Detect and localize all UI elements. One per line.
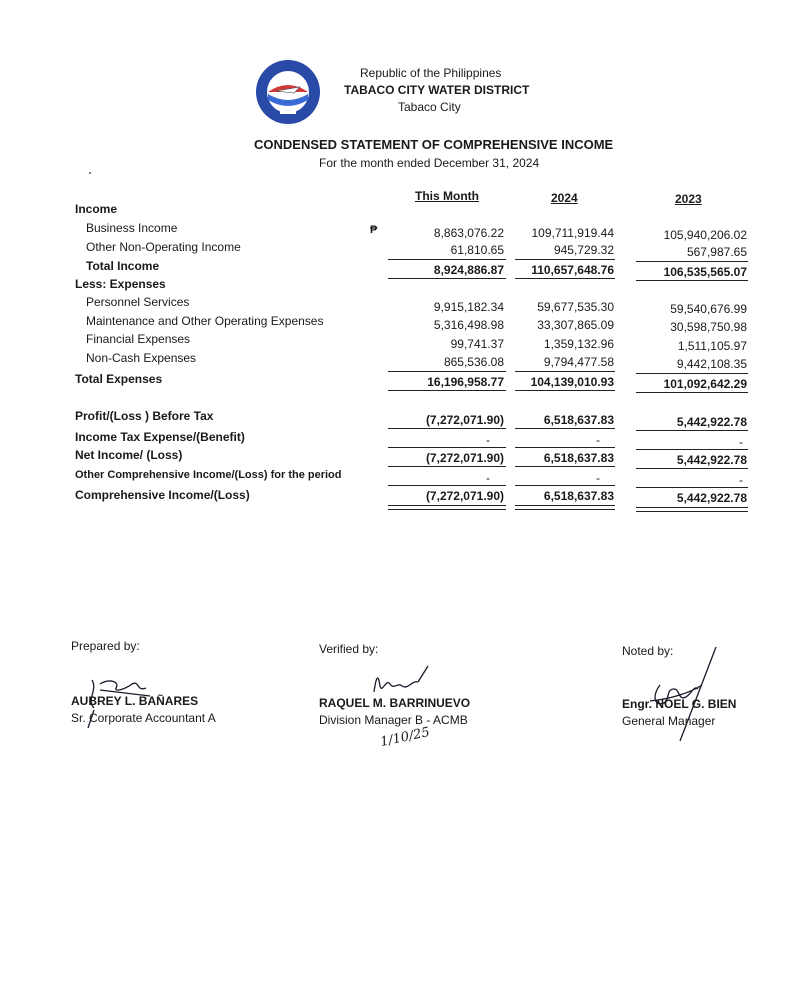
prepared-by-caption: Prepared by: [71, 639, 140, 653]
less-expenses-heading: Less: Expenses [75, 277, 166, 291]
net-income-this-month: (7,272,071.90) [425, 451, 504, 465]
rule-below-total-expenses-c1 [388, 390, 506, 391]
rule-below-net-income-c1 [388, 466, 506, 467]
other-income-2024: 945,729.32 [553, 243, 614, 257]
double-rule-comprehensive-c3 [636, 507, 748, 512]
income-tax-this-month: - [486, 433, 490, 447]
verified-date-note: 1/10/25 [378, 724, 432, 751]
financial-label: Financial Expenses [86, 332, 191, 346]
income-tax-2024: - [596, 433, 600, 447]
mooe-label: Maintenance and Other Operating Expenses [86, 314, 324, 328]
verified-by-caption: Verified by: [319, 642, 379, 656]
col-header-this-month: This Month [415, 189, 479, 203]
financial-2023: 1,511,105.97 [677, 339, 747, 353]
noted-by-name: Engr. NOEL G. BIEN [622, 697, 737, 711]
business-income-this-month: 8,863,076.22 [433, 226, 504, 240]
other-income-2023: 567,987.65 [686, 245, 747, 259]
rule-above-total-income-c1 [388, 259, 506, 260]
prepared-by-title: Sr. Corporate Accountant A [71, 711, 216, 725]
income-tax-2023: - [739, 435, 743, 449]
financial-2024: 1,359,132.96 [543, 337, 614, 351]
verified-by-title: Division Manager B - ACMB [319, 713, 468, 727]
republic-line: Republic of the Philippines [360, 66, 502, 80]
profit-before-tax-this-month: (7,272,071.90) [425, 413, 504, 427]
rule-above-net-income-c2 [515, 447, 615, 448]
verified-by-name: RAQUEL M. BARRINUEVO [319, 696, 471, 710]
mooe-2024: 33,307,865.09 [537, 318, 614, 332]
other-income-label: Other Non-Operating Income [86, 240, 241, 254]
noncash-2023: 9,442,108.35 [676, 357, 747, 371]
total-expenses-label: Total Expenses [75, 372, 163, 386]
profit-before-tax-label: Profit/(Loss ) Before Tax [75, 409, 214, 423]
double-rule-comprehensive-c2 [515, 505, 615, 510]
rule-above-total-income-c2 [515, 259, 615, 260]
total-expenses-this-month: 16,196,958.77 [427, 375, 504, 389]
total-income-this-month: 8,924,886.87 [433, 263, 504, 277]
other-comprehensive-2023: - [739, 473, 743, 487]
rule-above-net-income-c3 [636, 449, 748, 450]
district-name: TABACO CITY WATER DISTRICT [344, 83, 530, 97]
rule-below-profit-c3 [636, 430, 748, 431]
other-comprehensive-this-month: - [486, 471, 490, 485]
other-income-this-month: 61,810.65 [450, 243, 504, 257]
business-income-label: Business Income [86, 221, 178, 235]
rule-below-net-income-c3 [636, 468, 748, 469]
noncash-this-month: 865,536.08 [443, 355, 504, 369]
rule-below-net-income-c2 [515, 466, 615, 467]
rule-above-total-expenses-c1 [388, 371, 506, 372]
business-income-2023: 105,940,206.02 [663, 228, 747, 242]
personnel-this-month: 9,915,182.34 [433, 300, 504, 314]
comprehensive-income-2024: 6,518,637.83 [543, 489, 614, 503]
total-expenses-2024: 104,139,010.93 [530, 375, 614, 389]
water-district-seal [254, 58, 322, 126]
rule-below-total-income-c1 [388, 278, 506, 279]
total-expenses-2023: 101,092,642.29 [663, 377, 747, 391]
rule-above-comprehensive-c2 [515, 485, 615, 486]
rule-above-total-expenses-c2 [515, 371, 615, 372]
personnel-label: Personnel Services [86, 295, 190, 309]
statement-subtitle: For the month ended December 31, 2024 [319, 156, 540, 170]
col-header-2024: 2024 [551, 191, 578, 205]
rule-above-comprehensive-c1 [388, 485, 506, 486]
other-comprehensive-2024: - [596, 471, 600, 485]
rule-above-total-income-c3 [636, 261, 748, 262]
col-header-2023: 2023 [675, 192, 702, 206]
comprehensive-income-this-month: (7,272,071.90) [425, 489, 504, 503]
income-heading: Income [75, 202, 118, 216]
noncash-label: Non-Cash Expenses [86, 351, 197, 365]
total-income-2024: 110,657,648.76 [531, 263, 614, 277]
rule-below-profit-c1 [388, 428, 506, 429]
city-line: Tabaco City [398, 100, 461, 114]
stray-dot [89, 172, 91, 174]
total-income-label: Total Income [86, 259, 160, 273]
income-tax-label: Income Tax Expense/(Benefit) [75, 430, 245, 444]
profit-before-tax-2024: 6,518,637.83 [543, 413, 614, 427]
mooe-2023: 30,598,750.98 [670, 320, 747, 334]
noncash-2024: 9,794,477.58 [543, 355, 614, 369]
double-rule-comprehensive-c1 [388, 505, 506, 510]
profit-before-tax-2023: 5,442,922.78 [676, 415, 747, 429]
net-income-label: Net Income/ (Loss) [75, 448, 183, 462]
personnel-2023: 59,540,676.99 [670, 302, 747, 316]
rule-below-total-expenses-c3 [636, 392, 748, 393]
financial-this-month: 99,741.37 [450, 337, 504, 351]
peso-sign: ₱ [370, 224, 378, 236]
business-income-2024: 109,711,919.44 [531, 226, 614, 240]
rule-above-total-expenses-c3 [636, 373, 748, 374]
total-income-2023: 106,535,565.07 [663, 265, 747, 279]
mooe-this-month: 5,316,498.98 [433, 318, 504, 332]
rule-below-total-income-c2 [515, 278, 615, 279]
net-income-2023: 5,442,922.78 [676, 453, 747, 467]
noted-by-caption: Noted by: [622, 644, 674, 658]
rule-below-total-expenses-c2 [515, 390, 615, 391]
other-comprehensive-label: Other Comprehensive Income/(Loss) for the period [75, 469, 342, 481]
statement-title: CONDENSED STATEMENT OF COMPREHENSIVE INCOME [254, 137, 614, 152]
comprehensive-income-2023: 5,442,922.78 [676, 491, 747, 505]
rule-above-comprehensive-c3 [636, 487, 748, 488]
net-income-2024: 6,518,637.83 [543, 451, 614, 465]
prepared-by-name: AUBREY L. BAÑARES [71, 694, 199, 708]
comprehensive-income-label: Comprehensive Income/(Loss) [75, 488, 250, 502]
rule-above-net-income-c1 [388, 447, 506, 448]
personnel-2024: 59,677,535.30 [537, 300, 614, 314]
rule-below-profit-c2 [515, 428, 615, 429]
noted-signature [640, 645, 720, 745]
noted-by-title: General Manager [622, 714, 716, 728]
rule-below-total-income-c3 [636, 280, 748, 281]
